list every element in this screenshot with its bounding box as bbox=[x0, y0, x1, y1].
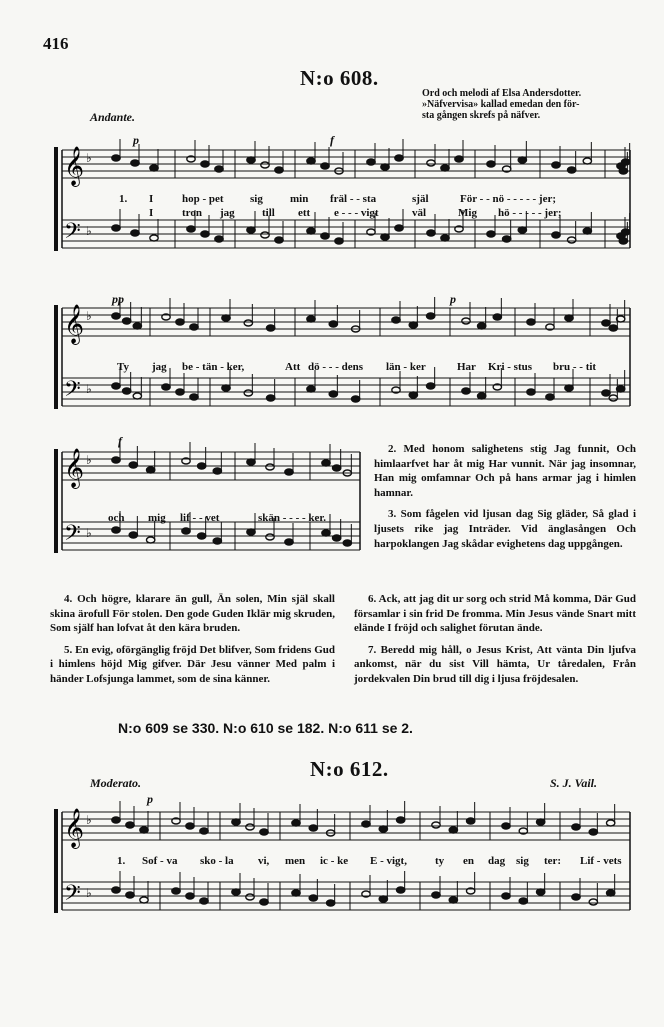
treble-clef-icon: 𝄞 bbox=[64, 808, 85, 848]
notehead bbox=[477, 323, 485, 329]
notehead bbox=[567, 237, 575, 243]
lyric-syllable: För - - nö - - - - - jer; bbox=[460, 193, 557, 205]
notehead bbox=[222, 315, 230, 321]
notehead bbox=[201, 161, 209, 167]
notehead bbox=[379, 826, 387, 832]
verse: 7. Beredd mig håll, o Jesus Krist, Att vänta Din ljufva ankomst, när du sist Vill hämta, Ur tåredalen, Från jordekvalen Din brud till dig i ljusa fröjdesalen. bbox=[354, 643, 636, 685]
notehead bbox=[162, 384, 170, 390]
notehead bbox=[129, 462, 137, 468]
notehead bbox=[432, 892, 440, 898]
notehead bbox=[379, 896, 387, 902]
notehead bbox=[546, 394, 554, 400]
lyric-syllable: I bbox=[149, 207, 154, 219]
notehead bbox=[583, 228, 591, 234]
page-number: 416 bbox=[43, 34, 69, 53]
notehead bbox=[133, 323, 141, 329]
notehead bbox=[172, 888, 180, 894]
lyric-syllable: själ bbox=[412, 193, 429, 205]
notehead bbox=[426, 383, 434, 389]
notehead bbox=[122, 318, 130, 324]
notehead bbox=[131, 230, 139, 236]
notehead bbox=[619, 168, 627, 174]
lyric-syllable: vi, bbox=[258, 855, 270, 867]
bass-clef-icon: 𝄢 bbox=[64, 521, 81, 551]
verse: 3. Som fågelen vid ljusan dag Sig gläder, Så glad i ljusets rike jag Inträder. Vid änglasången Och harpoklangen Jag skådar evighetens dag uppgången. bbox=[374, 508, 636, 550]
notehead bbox=[332, 465, 340, 471]
notehead bbox=[619, 238, 627, 244]
notehead bbox=[606, 890, 614, 896]
notehead bbox=[329, 321, 337, 327]
flat-icon: ♭ bbox=[86, 382, 92, 396]
notehead bbox=[200, 898, 208, 904]
notehead bbox=[122, 388, 130, 394]
notehead bbox=[395, 155, 403, 161]
notehead bbox=[477, 393, 485, 399]
lyric-syllable: bru - - tit bbox=[553, 361, 597, 373]
bass-clef-icon: 𝄢 bbox=[64, 377, 81, 407]
notehead bbox=[602, 390, 610, 396]
notehead bbox=[190, 394, 198, 400]
notehead bbox=[112, 225, 120, 231]
dynamic-marking: p bbox=[133, 133, 139, 147]
notehead bbox=[329, 391, 337, 397]
lyric-syllable: men bbox=[285, 855, 306, 867]
notehead bbox=[247, 529, 255, 535]
lyric-syllable: ett bbox=[298, 207, 311, 219]
notehead bbox=[583, 158, 591, 164]
notehead bbox=[146, 537, 154, 543]
hymn-608-tempo: Andante. bbox=[90, 110, 136, 124]
notehead bbox=[232, 819, 240, 825]
verse: 4. Och högre, klarare än gull, Än solen, Min själ skall skina ärofull För stolen. Den gode Guden Iklär mig skruden, Som själf han lofvat åt den kära bruden. bbox=[50, 593, 335, 635]
verses-4-5 bbox=[50, 592, 335, 694]
lyric-syllable: jag bbox=[220, 207, 235, 219]
notehead bbox=[260, 829, 268, 835]
lyric-syllable: fräl - - sta bbox=[330, 193, 377, 205]
system-brace bbox=[54, 305, 58, 409]
notehead bbox=[261, 162, 269, 168]
verses-6-7 bbox=[354, 592, 636, 694]
notehead bbox=[292, 890, 300, 896]
notehead bbox=[616, 386, 624, 392]
notehead bbox=[197, 533, 205, 539]
bass-staff bbox=[62, 871, 630, 910]
notehead bbox=[126, 892, 134, 898]
notehead bbox=[266, 395, 274, 401]
notehead bbox=[186, 893, 194, 899]
notehead bbox=[441, 235, 449, 241]
lyric-syllable: be - tän - ker, bbox=[182, 361, 245, 373]
notehead bbox=[322, 530, 330, 536]
notehead bbox=[502, 823, 510, 829]
notehead bbox=[126, 822, 134, 828]
notehead bbox=[487, 231, 495, 237]
lyric-syllable: sig bbox=[516, 855, 529, 867]
notehead bbox=[609, 395, 617, 401]
flat-icon: ♭ bbox=[86, 224, 92, 238]
flat-icon: ♭ bbox=[86, 886, 92, 900]
notehead bbox=[222, 385, 230, 391]
notehead bbox=[309, 825, 317, 831]
notehead bbox=[129, 532, 137, 538]
notehead bbox=[426, 313, 434, 319]
notehead bbox=[307, 386, 315, 392]
notehead bbox=[150, 235, 158, 241]
notehead bbox=[502, 236, 510, 242]
notehead bbox=[213, 538, 221, 544]
verses-2-3 bbox=[374, 442, 636, 558]
notehead bbox=[275, 237, 283, 243]
hymn-612-number: N:o 612. bbox=[310, 757, 389, 781]
lyric-syllable: Kri - stus bbox=[488, 361, 532, 373]
notehead bbox=[602, 320, 610, 326]
notehead bbox=[215, 236, 223, 242]
notehead bbox=[518, 157, 526, 163]
notehead bbox=[462, 318, 470, 324]
flat-icon: ♭ bbox=[86, 151, 92, 165]
bass-clef-icon: 𝄢 bbox=[64, 219, 81, 249]
notehead bbox=[247, 227, 255, 233]
notehead bbox=[187, 226, 195, 232]
notehead bbox=[176, 389, 184, 395]
notehead bbox=[112, 457, 120, 463]
notehead bbox=[112, 817, 120, 823]
notehead bbox=[567, 167, 575, 173]
dynamic-marking: p bbox=[450, 292, 456, 306]
music-system-3 bbox=[50, 440, 370, 580]
notehead bbox=[502, 893, 510, 899]
notehead bbox=[589, 899, 597, 905]
notehead bbox=[449, 897, 457, 903]
lyric-syllable: min bbox=[290, 193, 309, 205]
notehead bbox=[186, 823, 194, 829]
notehead bbox=[466, 818, 474, 824]
notehead bbox=[190, 324, 198, 330]
system-brace bbox=[54, 809, 58, 913]
notehead bbox=[321, 163, 329, 169]
lyric-syllable: tron bbox=[182, 207, 202, 219]
dynamic-marking: p bbox=[147, 792, 153, 806]
verse: 6. Ack, att jag dit ur sorg och strid Må komma, Där Gud församlar i sin frid De fromma. Min Jesus vände Snart mitt elände I fröjd och salighet förutan ände. bbox=[354, 593, 636, 635]
lyric-syllable: 1. bbox=[119, 193, 128, 205]
lyric-syllable: e - - - vigt bbox=[334, 207, 379, 219]
lyric-syllable: lif - - vet bbox=[180, 512, 220, 524]
credit-line: sta gången skrefs på näfver. bbox=[422, 110, 541, 121]
notehead bbox=[232, 889, 240, 895]
notehead bbox=[432, 822, 440, 828]
notehead bbox=[215, 166, 223, 172]
notehead bbox=[449, 827, 457, 833]
notehead bbox=[246, 824, 254, 830]
notehead bbox=[266, 464, 274, 470]
lyric-syllable: ty bbox=[435, 855, 445, 867]
notehead bbox=[409, 392, 417, 398]
notehead bbox=[536, 819, 544, 825]
notehead bbox=[326, 900, 334, 906]
lyric-syllable: I bbox=[149, 193, 154, 205]
lyric-syllable: väl bbox=[412, 207, 427, 219]
lyric-syllable: jag bbox=[152, 361, 167, 373]
hymn-608-number: N:o 608. bbox=[300, 66, 379, 90]
notehead bbox=[395, 225, 403, 231]
lyric-syllable: Har bbox=[457, 361, 476, 373]
lyric-syllable: dag bbox=[488, 855, 506, 867]
notehead bbox=[536, 889, 544, 895]
notehead bbox=[565, 385, 573, 391]
notehead bbox=[266, 325, 274, 331]
notehead bbox=[307, 316, 315, 322]
lyric-syllable: hö - - - - - jer; bbox=[498, 207, 562, 219]
verse: 2. Med honom salighetens stig Jag funnit, Och himlaarfvet har åt mig Har vunnit. När jag insomnar, Han mig omfamnar Och på hans armar jag i himlen hamnar. bbox=[374, 443, 636, 499]
hymn-612-tempo: Moderato. bbox=[90, 776, 141, 790]
notehead bbox=[527, 319, 535, 325]
notehead bbox=[462, 388, 470, 394]
dynamic-marking: f bbox=[118, 434, 122, 448]
lyric-syllable: sig bbox=[250, 193, 263, 205]
lyric-syllable: skän - - - - ker. bbox=[258, 512, 327, 524]
notehead bbox=[441, 165, 449, 171]
notehead bbox=[396, 817, 404, 823]
lyric-syllable: Sof - va bbox=[142, 855, 178, 867]
notehead bbox=[381, 234, 389, 240]
notehead bbox=[213, 468, 221, 474]
notehead bbox=[487, 161, 495, 167]
flat-icon: ♭ bbox=[86, 453, 92, 467]
notehead bbox=[572, 894, 580, 900]
notehead bbox=[266, 534, 274, 540]
notehead bbox=[367, 159, 375, 165]
flat-icon: ♭ bbox=[86, 309, 92, 323]
notehead bbox=[519, 898, 527, 904]
notehead bbox=[260, 899, 268, 905]
hymn-612-composer: S. J. Vail. bbox=[550, 776, 598, 790]
notehead bbox=[427, 160, 435, 166]
notehead bbox=[565, 315, 573, 321]
notehead bbox=[112, 155, 120, 161]
notehead bbox=[176, 319, 184, 325]
system-brace bbox=[54, 449, 58, 553]
notehead bbox=[112, 383, 120, 389]
notehead bbox=[200, 828, 208, 834]
lyric-syllable: län - ker bbox=[386, 361, 426, 373]
music-system-4 bbox=[50, 802, 634, 937]
notehead bbox=[322, 460, 330, 466]
notehead bbox=[409, 322, 417, 328]
notehead bbox=[606, 820, 614, 826]
lyric-syllable: 1. bbox=[117, 855, 126, 867]
lyric-syllable: en bbox=[463, 855, 474, 867]
lyric-syllable: sko - la bbox=[200, 855, 234, 867]
lyric-syllable: mig bbox=[148, 512, 166, 524]
hymn-references: N:o 609 se 330. N:o 610 se 182. N:o 611 se 2. bbox=[118, 720, 413, 736]
hymn-608-credit bbox=[422, 88, 581, 121]
notehead bbox=[182, 528, 190, 534]
lyric-syllable: och bbox=[108, 512, 125, 524]
system-brace bbox=[54, 147, 58, 251]
notehead bbox=[621, 159, 629, 165]
credit-line: »Näfvervisa» kallad emedan den för- bbox=[422, 99, 580, 110]
notehead bbox=[381, 164, 389, 170]
notehead bbox=[112, 887, 120, 893]
notehead bbox=[609, 325, 617, 331]
notehead bbox=[150, 165, 158, 171]
verse: 5. En evig, oförgänglig fröjd Det blifver, Som fridens Gud i himlens höjd Mig gifver. Där Jesu vänner Med palm i händer Lofsjunga lammet, som de sina känner. bbox=[50, 643, 335, 685]
flat-icon: ♭ bbox=[86, 526, 92, 540]
dynamic-marking: pp bbox=[112, 292, 124, 306]
bass-clef-icon: 𝄢 bbox=[64, 881, 81, 911]
lyric-syllable: Ty bbox=[117, 361, 130, 373]
treble-clef-icon: 𝄞 bbox=[64, 304, 85, 344]
treble-staff bbox=[62, 297, 630, 336]
notehead bbox=[246, 894, 254, 900]
notehead bbox=[455, 156, 463, 162]
notehead bbox=[140, 827, 148, 833]
treble-staff bbox=[62, 441, 360, 480]
notehead bbox=[201, 231, 209, 237]
notehead bbox=[307, 158, 315, 164]
notehead bbox=[427, 230, 435, 236]
notehead bbox=[392, 317, 400, 323]
dynamic-marking: f bbox=[330, 133, 334, 147]
notehead bbox=[140, 897, 148, 903]
notehead bbox=[332, 535, 340, 541]
notehead bbox=[247, 157, 255, 163]
notehead bbox=[493, 314, 501, 320]
notehead bbox=[552, 162, 560, 168]
lyric-syllable: E - vigt, bbox=[370, 855, 407, 867]
lyric-syllable: Lif - vets bbox=[580, 855, 622, 867]
lyric-syllable: Mig bbox=[458, 207, 477, 219]
credit-line: Ord och melodi af Elsa Andersdotter. bbox=[422, 88, 582, 99]
notehead bbox=[362, 821, 370, 827]
notehead bbox=[197, 463, 205, 469]
notehead bbox=[261, 232, 269, 238]
treble-clef-icon: 𝄞 bbox=[64, 146, 85, 186]
notehead bbox=[572, 824, 580, 830]
notehead bbox=[112, 313, 120, 319]
notehead bbox=[146, 467, 154, 473]
notehead bbox=[247, 459, 255, 465]
notehead bbox=[589, 829, 597, 835]
notehead bbox=[292, 820, 300, 826]
lyric-syllable: hop - pet bbox=[182, 193, 224, 205]
notehead bbox=[244, 390, 252, 396]
notehead bbox=[275, 167, 283, 173]
flat-icon: ♭ bbox=[86, 813, 92, 827]
notehead bbox=[285, 469, 293, 475]
lyric-syllable: Att bbox=[285, 361, 301, 373]
notehead bbox=[552, 232, 560, 238]
notehead bbox=[309, 895, 317, 901]
notehead bbox=[396, 887, 404, 893]
notehead bbox=[133, 393, 141, 399]
lyric-syllable: dö - - - dens bbox=[308, 361, 364, 373]
notehead bbox=[351, 396, 359, 402]
notehead bbox=[321, 233, 329, 239]
lyric-syllable: ter: bbox=[544, 855, 562, 867]
notehead bbox=[518, 227, 526, 233]
treble-staff bbox=[62, 139, 630, 178]
treble-clef-icon: 𝄞 bbox=[64, 448, 85, 488]
lyric-syllable: ic - ke bbox=[320, 855, 349, 867]
notehead bbox=[527, 389, 535, 395]
notehead bbox=[621, 229, 629, 235]
notehead bbox=[131, 160, 139, 166]
notehead bbox=[285, 539, 293, 545]
notehead bbox=[335, 238, 343, 244]
notehead bbox=[112, 527, 120, 533]
lyric-syllable: till bbox=[262, 207, 275, 219]
notehead bbox=[244, 320, 252, 326]
notehead bbox=[307, 228, 315, 234]
notehead bbox=[343, 540, 351, 546]
